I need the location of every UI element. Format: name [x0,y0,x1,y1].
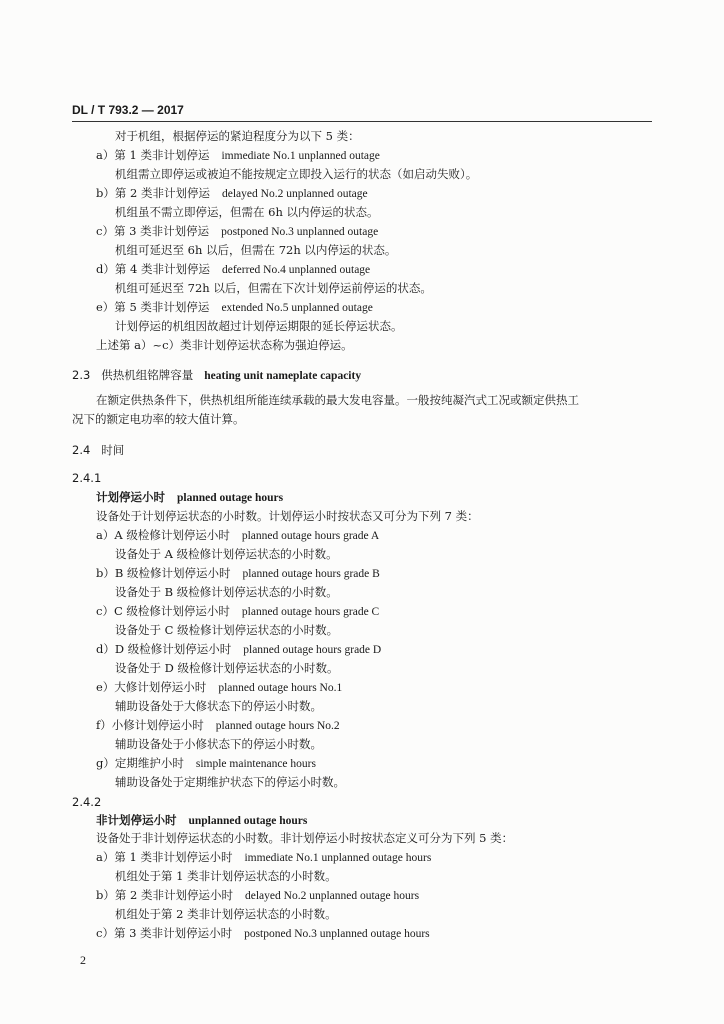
list-item-label: b）B 级检修计划停运小时 planned outage hours grade B [96,566,380,580]
list-item-desc: 设备处于 B 级检修计划停运状态的小时数。 [115,585,338,599]
list-item-desc: 设备处于 C 级检修计划停运状态的小时数。 [115,623,339,637]
list-item-label: c）第 3 类非计划停运 postponed No.3 unplanned outage [96,224,379,238]
paragraph: 设备处于非计划停运状态的小时数。非计划停运小时按状态定义可分为下列 5 类： [96,831,514,845]
list-item-label: d）第 4 类非计划停运 deferred No.4 unplanned outage [96,262,371,276]
list-item-label: e）第 5 类非计划停运 extended No.5 unplanned outage [96,300,373,314]
list-item-label: b）第 2 类非计划停运 delayed No.2 unplanned outage [96,186,368,200]
paragraph: 设备处于计划停运状态的小时数。计划停运小时按状态又可分为下列 7 类： [96,509,479,523]
list-item-label: a）A 级检修计划停运小时 planned outage hours grade A [96,528,380,542]
list-item-desc: 机组虽不需立即停运，但需在 6h 以内停运的状态。 [115,205,379,219]
list-item-desc: 机组可延迟至 72h 以后，但需在下次计划停运前停运的状态。 [115,281,432,295]
list-item-desc: 设备处于 D 级检修计划停运状态的小时数。 [115,661,339,675]
intro-text: 对于机组，根据停运的紧迫程度分为以下 5 类： [115,129,360,143]
term-heading: 计划停运小时 planned outage hours [96,490,284,504]
list-item-desc: 辅助设备处于大修状态下的停运小时数。 [115,699,322,713]
list-item-label: c）第 3 类非计划停运小时 postponed No.3 unplanned outage hours [96,926,430,940]
document-header: DL / T 793.2 — 2017 [72,103,184,117]
clause-number: 2.4.1 [72,471,102,485]
header-rule [72,121,652,122]
list-item-desc: 设备处于 A 级检修计划停运状态的小时数。 [115,547,338,561]
list-item-label: d）D 级检修计划停运小时 planned outage hours grade D [96,642,382,656]
list-item-label: a）第 1 类非计划停运 immediate No.1 unplanned outage [96,148,380,162]
term-heading: 非计划停运小时 unplanned outage hours [96,813,308,827]
list-item-label: c）C 级检修计划停运小时 planned outage hours grade C [96,604,380,618]
list-item-desc: 机组需立即停运或被迫不能按规定立即投入运行的状态（如启动失败）。 [115,167,478,181]
list-item-label: f）小修计划停运小时 planned outage hours No.2 [96,718,340,732]
list-item-desc: 机组处于第 2 类非计划停运状态的小时数。 [115,907,337,921]
list-item-label: g）定期维护小时 simple maintenance hours [96,756,316,770]
section-heading-2-4: 2.4 时间 [72,443,125,457]
list-item-label: a）第 1 类非计划停运小时 immediate No.1 unplanned outage hours [96,850,432,864]
list-item-label: e）大修计划停运小时 planned outage hours No.1 [96,680,343,694]
list-item-desc: 辅助设备处于定期维护状态下的停运小时数。 [115,775,345,789]
forced-outage-note: 上述第 a）~c）类非计划停运状态称为强迫停运。 [96,338,353,352]
list-item-desc: 辅助设备处于小修状态下的停运小时数。 [115,737,322,751]
paragraph: 况下的额定电功率的较大值计算。 [72,412,245,426]
list-item-desc: 计划停运的机组因故超过计划停运期限的延长停运状态。 [115,319,403,333]
paragraph: 在额定供热条件下，供热机组所能连续承载的最大发电容量。一般按纯凝汽式工况或额定供热工 [96,393,579,407]
list-item-desc: 机组处于第 1 类非计划停运状态的小时数。 [115,869,337,883]
list-item-desc: 机组可延迟至 6h 以后，但需在 72h 以内停运的状态。 [115,243,397,257]
section-heading-2-3: 2.3 供热机组铭牌容量 heating unit nameplate capacity [72,368,362,382]
list-item-label: b）第 2 类非计划停运小时 delayed No.2 unplanned outage hours [96,888,420,902]
page-number: 2 [80,953,86,967]
clause-number: 2.4.2 [72,795,102,809]
